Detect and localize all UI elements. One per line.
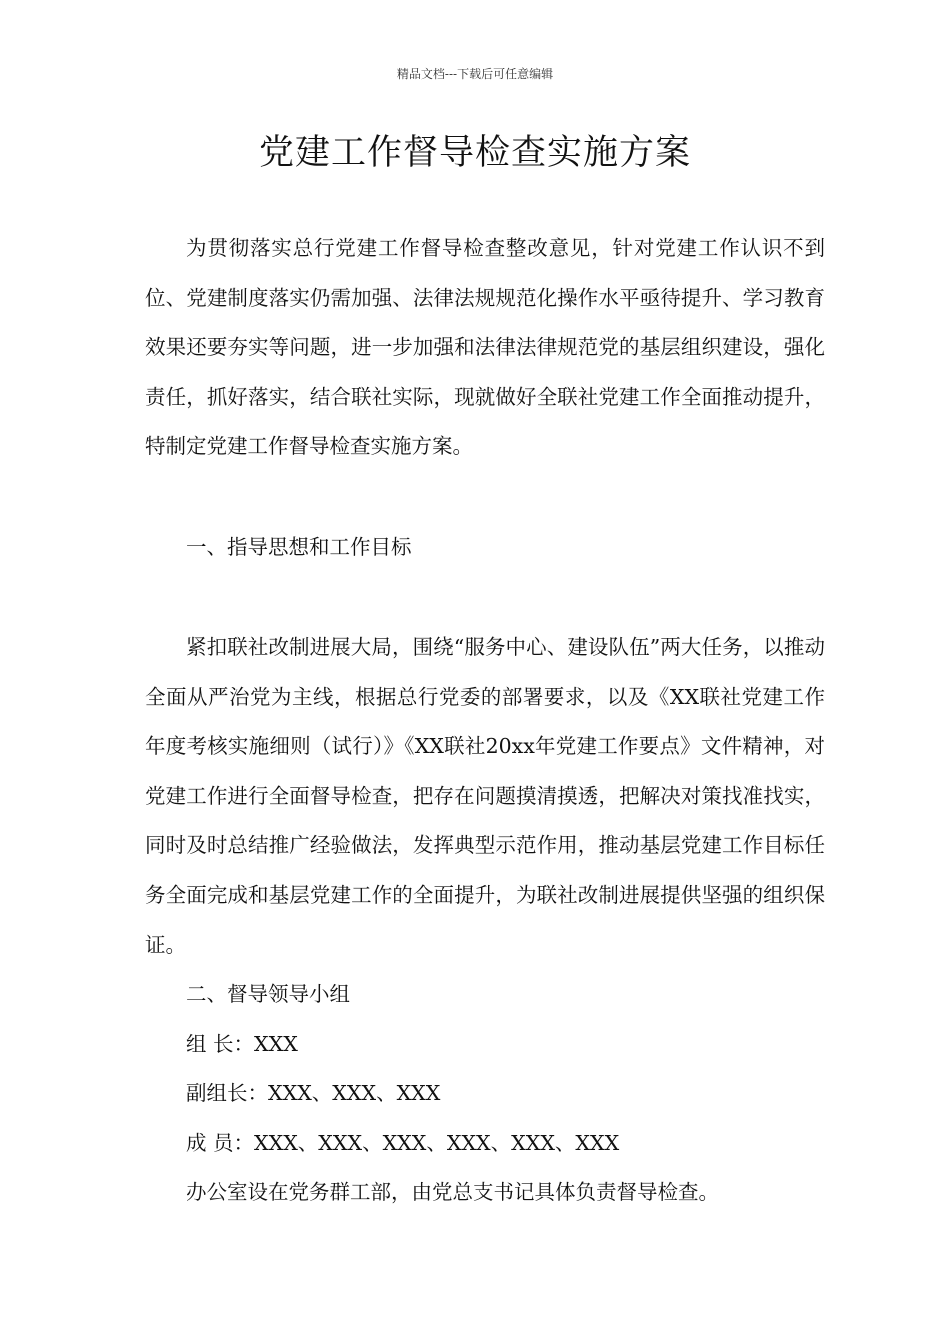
section1-heading-block <box>145 523 825 573</box>
group-members-line: 成 员：XXX、XXX、XXX、XXX、XXX、XXX <box>186 1130 620 1155</box>
group-leader-line: 组 长：XXX <box>186 1031 298 1056</box>
section1-paragraph: 紧扣联社改制进展大局，围绕“服务中心、建设队伍”两大任务，以推动全面从严治党为主线，根据总行党委的部署要求，以及《XX联社党建工作年度考核实施细则（试行）》《XX联社20xx年党建工作要点》文件精神，对党建工作进行全面督导检查，把存在问题摸清摸透，把解决对策找准找实，同时及时总结推广经验做法，发挥典型示范作用，推动基层党建工作目标任务全面完成和基层党建工作的全面提升，为联社改制进展提供坚强的组织保证。 <box>145 635 825 957</box>
section1-heading: 一、指导思想和工作目标 <box>186 535 412 559</box>
intro-section <box>145 224 825 472</box>
document-title: 党建工作督导检查实施方案 <box>258 133 691 173</box>
section2-block <box>145 970 825 1218</box>
office-line: 办公室设在党务群工部，由党总支书记具体负责督导检查。 <box>186 1180 719 1205</box>
section2-heading: 二、督导领导小组 <box>186 982 350 1006</box>
page-header-note: 精品文档---下载后可任意编辑 <box>396 67 554 81</box>
section1-body-block <box>145 623 825 970</box>
group-deputy-line: 副组长：XXX、XXX、XXX <box>186 1081 441 1106</box>
intro-paragraph: 为贯彻落实总行党建工作督导检查整改意见，针对党建工作认识不到位、党建制度落实仍需加强、法律法规规范化操作水平亟待提升、学习教育效果还要夯实等问题，进一步加强和法律法律规范党的基层组织建设，强化责任，抓好落实，结合联社实际，现就做好全联社党建工作全面推动提升，特制定党建工作督导检查实施方案。 <box>145 236 825 459</box>
